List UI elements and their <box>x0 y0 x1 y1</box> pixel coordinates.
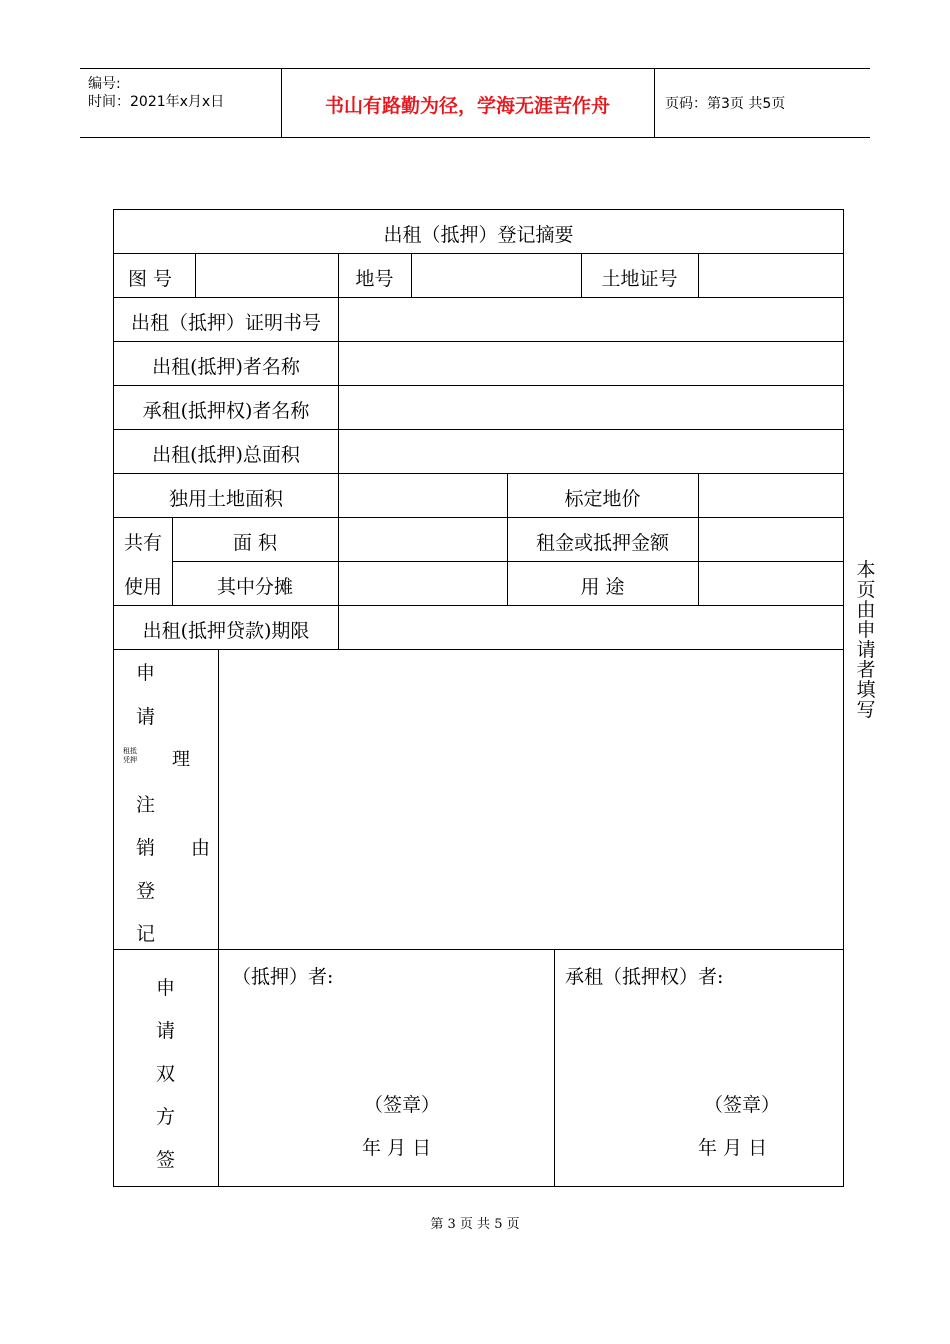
time-label: 时间：2021年x月x日 <box>88 94 225 110</box>
apportion-label: 其中分摊 <box>216 576 293 598</box>
reason-li: 理 <box>172 749 190 770</box>
standard-price-label: 标定地价 <box>564 488 641 510</box>
header-page-cell <box>654 69 871 137</box>
lessee-date-label: 年 月 日 <box>698 1137 768 1159</box>
reason-char: 登 <box>136 880 156 902</box>
exclusive-area-label: 独用土地面积 <box>168 488 283 510</box>
lessee-name-label: 承租(抵押权)者名称 <box>142 400 310 422</box>
reason-char: 记 <box>136 923 156 945</box>
rent-amount-label: 租金或抵押金额 <box>535 532 669 554</box>
side-note: 本 页 由 申 请 者 填 写 <box>856 559 876 721</box>
document-header <box>80 68 870 138</box>
lessor-party-label: （抵押）者: <box>232 966 334 988</box>
reason-char: 注 <box>136 794 156 816</box>
page-footer: 第 3 页 共 5 页 <box>430 1217 520 1232</box>
purpose-label: 用 途 <box>580 576 625 598</box>
sign-char: 双 <box>156 1063 176 1085</box>
lessee-seal-label: （签章） <box>704 1094 781 1116</box>
page-number-label: 页码：第3页 共5页 <box>665 96 786 112</box>
lessor-seal-label: （签章） <box>364 1094 441 1116</box>
reason-small-top: 租抵 <box>123 747 137 755</box>
lessor-name-label: 出租(抵押)者名称 <box>152 356 300 378</box>
term-label: 出租(抵押贷款)期限 <box>142 620 310 642</box>
serial-number-label: 编号: <box>88 76 121 92</box>
header-meta-cell <box>80 69 282 137</box>
shared-use-label-top: 共有 <box>123 532 162 554</box>
lot-number-label: 地号 <box>355 268 394 290</box>
sign-char: 请 <box>156 1020 176 1042</box>
area-label: 面 积 <box>232 532 278 554</box>
reason-char: 申 <box>136 662 156 684</box>
map-number-label: 图 号 <box>128 268 173 290</box>
sign-char: 签 <box>156 1149 176 1171</box>
certificate-book-label: 出租（抵押）证明书号 <box>130 312 321 334</box>
lessee-party-label: 承租（抵押权）者: <box>565 966 724 988</box>
shared-use-label-bottom: 使用 <box>123 576 162 598</box>
reason-char: 销 <box>136 837 156 859</box>
reason-you: 由 <box>191 837 211 859</box>
form-title: 出租（抵押）登记摘要 <box>383 224 574 246</box>
reason-small-bottom: 凭押 <box>123 756 137 764</box>
lease-mortgage-form <box>113 209 844 1187</box>
sign-char: 方 <box>156 1106 176 1128</box>
land-certificate-label: 土地证号 <box>601 268 678 290</box>
lessor-date-label: 年 月 日 <box>362 1137 432 1159</box>
sign-char: 申 <box>156 977 176 999</box>
reason-char: 请 <box>136 706 156 728</box>
header-motto: 书山有路勤为径，学海无涯苦作舟 <box>324 95 610 117</box>
total-area-label: 出租(抵押)总面积 <box>152 444 300 466</box>
